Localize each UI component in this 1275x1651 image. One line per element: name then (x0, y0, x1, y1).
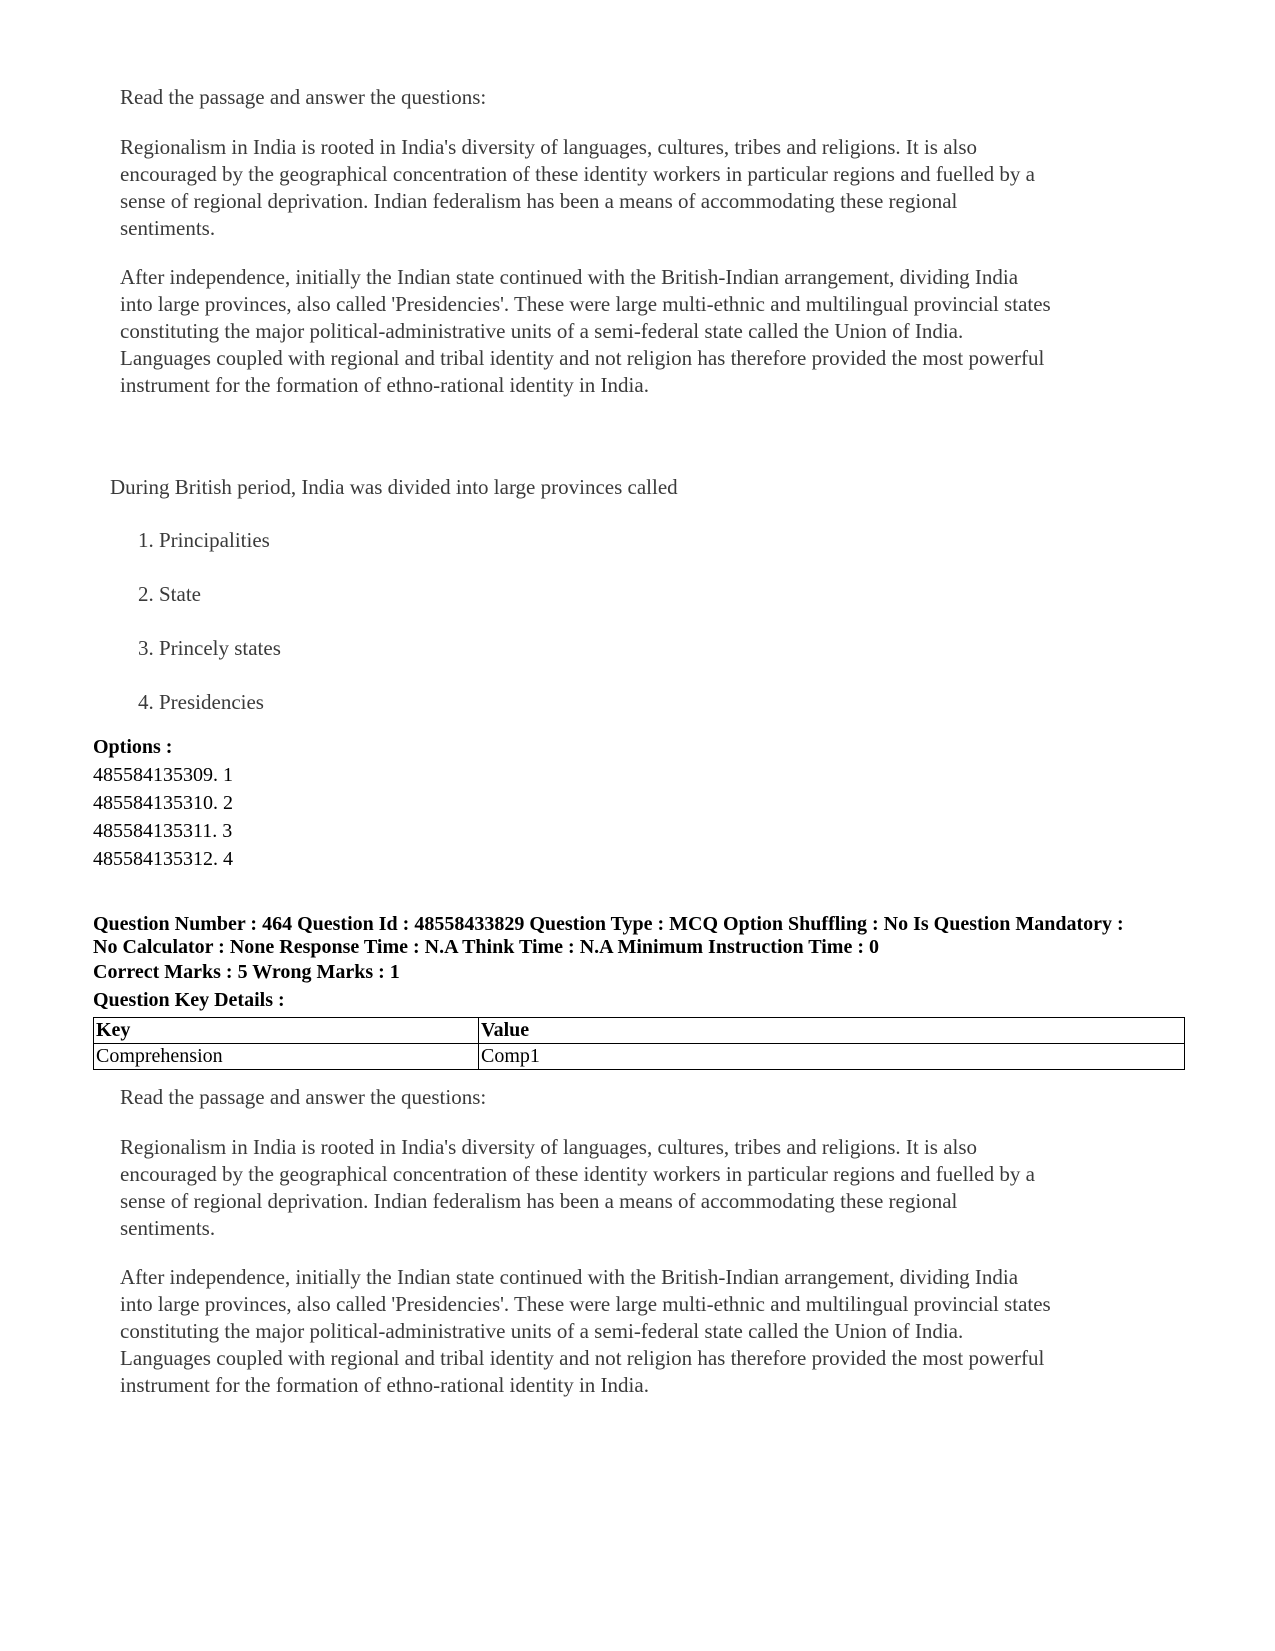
passage-line: constituting the major political-administrative units of a semi-federal state called the Union of India. (120, 1319, 964, 1343)
question-meta (93, 913, 1183, 959)
passage-line: sentiments. (120, 216, 216, 240)
marks-line: Correct Marks : 5 Wrong Marks : 1 (93, 961, 400, 983)
option-item: 485584135312. 4 (93, 848, 233, 870)
passage-line: Regionalism in India is rooted in India's diversity of languages, cultures, tribes and religions. It is also (120, 1135, 978, 1159)
table-header-key: Key (94, 1018, 479, 1044)
passage-line: Languages coupled with regional and tribal identity and not religion has therefore provided the most powerful (120, 1346, 1045, 1370)
question-stem: During British period, India was divided into large provinces called (110, 475, 678, 499)
table-header-row (94, 1018, 1185, 1044)
passage-paragraph-2 (120, 1264, 1160, 1399)
sub-option-4: 4. Presidencies (138, 690, 264, 714)
passage-line: instrument for the formation of ethno-rational identity in India. (120, 1373, 649, 1397)
passage-line: encouraged by the geographical concentration of these identity workers in particular regions and fuelled by a (120, 162, 1035, 186)
options-heading: Options : (93, 736, 173, 758)
passage-intro: Read the passage and answer the questions: (120, 85, 487, 109)
passage-line: sense of regional deprivation. Indian federalism has been a means of accommodating these regional (120, 1189, 958, 1213)
sub-option-1: 1. Principalities (138, 528, 270, 552)
passage-paragraph-1 (120, 134, 1160, 242)
passage-line: sense of regional deprivation. Indian federalism has been a means of accommodating these regional (120, 189, 958, 213)
passage-paragraph-2 (120, 264, 1160, 399)
passage-bottom (120, 1084, 1160, 1399)
table-header-value: Value (479, 1018, 1185, 1044)
option-item: 485584135311. 3 (93, 820, 233, 842)
table-cell-key: Comprehension (94, 1044, 479, 1070)
passage-line: Regionalism in India is rooted in India's diversity of languages, cultures, tribes and religions. It is also (120, 135, 978, 159)
passage-line: After independence, initially the Indian state continued with the British-Indian arrangement, dividing India (120, 265, 1019, 289)
question-meta-line-2: No Calculator : None Response Time : N.A Think Time : N.A Minimum Instruction Time : 0 (93, 936, 879, 958)
table-cell-value: Comp1 (479, 1044, 1185, 1070)
key-details-table (93, 1017, 1185, 1070)
passage-line: into large provinces, also called 'Presidencies'. These were large multi-ethnic and multilingual provincial states (120, 1292, 1051, 1316)
passage-line: Languages coupled with regional and tribal identity and not religion has therefore provided the most powerful (120, 346, 1045, 370)
sub-option-2: 2. State (138, 582, 201, 606)
option-item: 485584135309. 1 (93, 764, 233, 786)
passage-line: into large provinces, also called 'Presidencies'. These were large multi-ethnic and multilingual provincial states (120, 292, 1051, 316)
option-item: 485584135310. 2 (93, 792, 233, 814)
passage-line: sentiments. (120, 1216, 216, 1240)
question-meta-line-1: Question Number : 464 Question Id : 48558433829 Question Type : MCQ Option Shuffling : No Is Question Mandatory : (93, 913, 1124, 935)
sub-option-3: 3. Princely states (138, 636, 281, 660)
question-sub-options (138, 527, 281, 743)
passage-top (120, 84, 1160, 399)
passage-intro: Read the passage and answer the questions: (120, 1085, 487, 1109)
passage-paragraph-1 (120, 1134, 1160, 1242)
passage-line: constituting the major political-administrative units of a semi-federal state called the Union of India. (120, 319, 964, 343)
options-block (93, 733, 233, 873)
passage-line: encouraged by the geographical concentration of these identity workers in particular regions and fuelled by a (120, 1162, 1035, 1186)
passage-line: instrument for the formation of ethno-rational identity in India. (120, 373, 649, 397)
table-row (94, 1044, 1185, 1070)
key-details-heading: Question Key Details : (93, 989, 285, 1011)
passage-line: After independence, initially the Indian state continued with the British-Indian arrangement, dividing India (120, 1265, 1019, 1289)
